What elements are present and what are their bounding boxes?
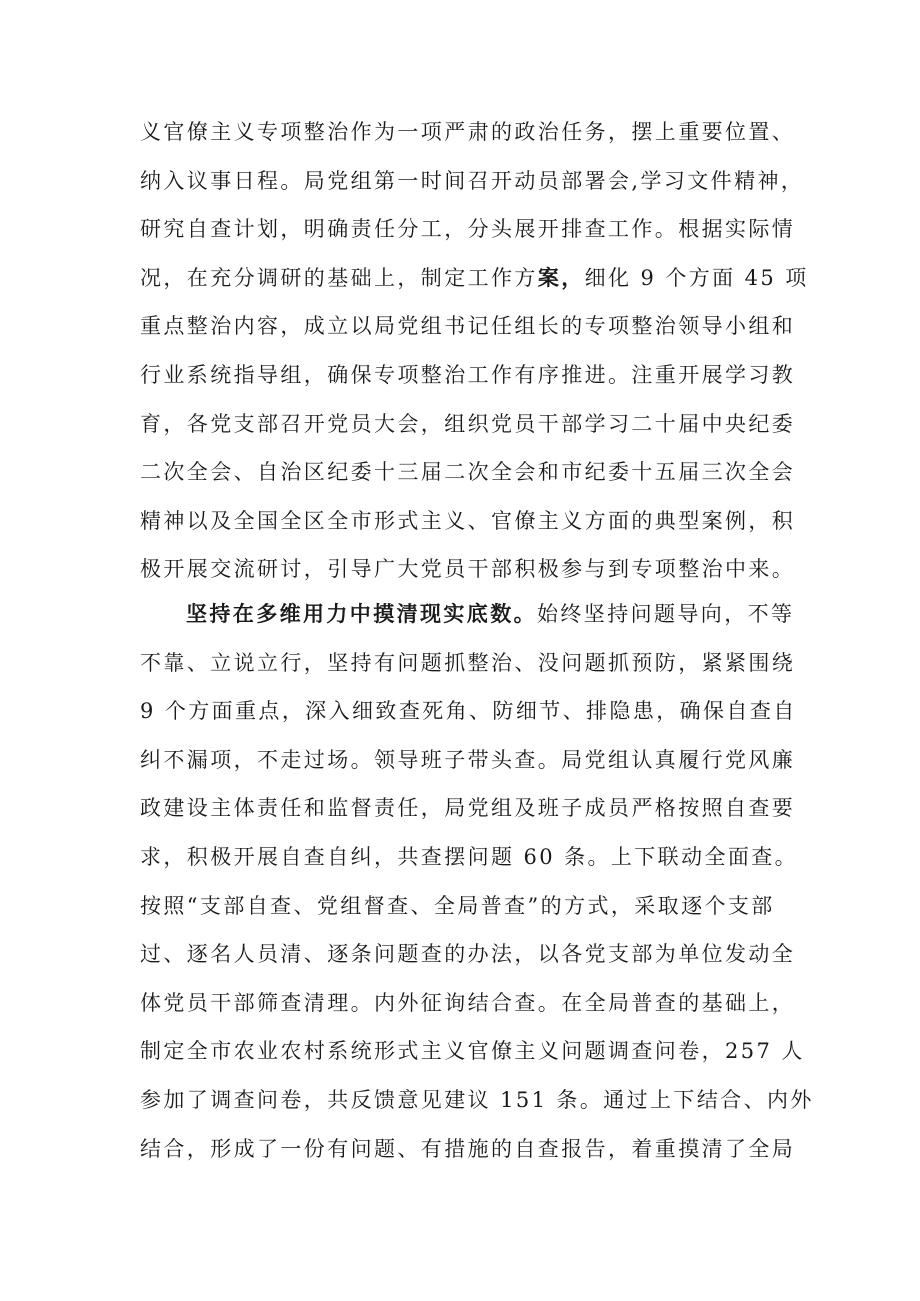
- text-line: 重点整治内容，成立以局党组书记任组长的专项整治领导小组和: [140, 314, 796, 339]
- text-line: 精神以及全国全区全市形式主义、官僚主义方面的典型案例，积: [140, 508, 796, 533]
- paragraph-heading: 坚持在多维用力中摸清现实底数。: [186, 601, 537, 626]
- text-line: 纳入议事日程。局党组第一时间召开动员部署会,学习文件精神，: [140, 168, 805, 193]
- paragraph-1: [140, 108, 809, 594]
- text-line: 极开展交流研讨，引导广大党员干部积极参与到专项整治中来。: [140, 557, 796, 582]
- text-line: 求，积极开展自查自纠，共查摆问题 60 条。上下联动全面查。: [140, 844, 799, 869]
- text-line: 义官僚主义专项整治作为一项严肃的政治任务，摆上重要位置、: [140, 120, 796, 144]
- text-segment: 始终坚持问题导向，不等: [537, 602, 795, 626]
- text-line: 按照“支部自查、党组督查、全局普查”的方式，采取逐个支部: [140, 893, 775, 918]
- text-line: 过、逐名人员清、逐条问题查的办法，以各党支部为单位发动全: [140, 942, 796, 967]
- text-line: 9 个方面重点，深入细致查死角、防细节、排隐患，确保自查自: [140, 699, 797, 724]
- paragraph-2: [140, 590, 814, 1173]
- text-segment: 细化 9 个方面 45 项: [584, 265, 809, 290]
- text-line: 研究自查计划，明确责任分工，分头展开排查工作。根据实际情: [140, 217, 796, 242]
- text-line: 育，各党支部召开党员大会，组织党员干部学习二十届中央纪委: [140, 411, 796, 436]
- text-line-mixed: [140, 254, 809, 303]
- text-line: 二次全会、自治区纪委十三届二次全会和市纪委十五届三次全会: [140, 460, 796, 485]
- text-segment: 况，在充分调研的基础上，制定工作方: [140, 265, 538, 290]
- text-line-mixed: [140, 590, 795, 639]
- text-line: 参加了调查问卷，共反馈意见建议 151 条。通过上下结合、内外: [140, 1087, 814, 1112]
- text-line: 制定全市农业农村系统形式主义官僚主义问题调查问卷，257 人: [140, 1039, 805, 1064]
- text-line: 纠不漏项，不走过场。领导班子带头查。局党组认真履行党风廉: [140, 747, 796, 772]
- text-line: 行业系统指导组，确保专项整治工作有序推进。注重开展学习教: [140, 362, 796, 387]
- text-line: 结合，形成了一份有问题、有措施的自查报告，着重摸清了全局: [140, 1136, 796, 1161]
- text-line: 体党员干部筛查清理。内外征询结合查。在全局普查的基础上，: [140, 990, 796, 1015]
- text-line: 政建设主体责任和监督责任，局党组及班子成员严格按照自查要: [140, 796, 796, 821]
- text-line: 不靠、立说立行，坚持有问题抓整治、没问题抓预防，紧紧围绕: [140, 650, 796, 675]
- bold-text-segment: 案，: [537, 264, 585, 290]
